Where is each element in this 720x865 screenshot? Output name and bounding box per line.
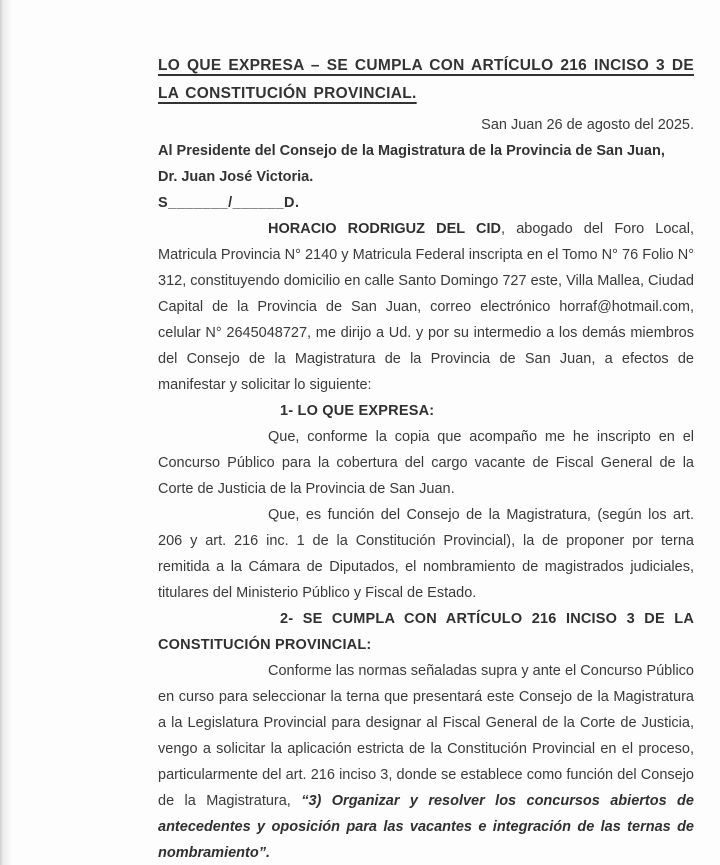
recipient-name: Dr. Juan José Victoria.	[158, 169, 314, 185]
salutation-line: S_______/______D.	[158, 195, 300, 211]
scan-edge-shadow	[0, 0, 12, 865]
document-title: LO QUE EXPRESA – SE CUMPLA CON ARTÍCULO 216 INCISO 3 DE LA CONSTITUCIÓN PROVINCIAL.	[158, 57, 694, 102]
recipient-line: Al Presidente del Consejo de la Magistratura de la Provincia de San Juan,	[158, 143, 665, 159]
intro-paragraph	[158, 216, 694, 398]
section1-paragraph1: Que, conforme la copia que acompaño me he inscripto en el Concurso Público para la cobertura del cargo vacante de Fiscal General de la Corte de Justicia de la Provincia de San Juan.	[158, 429, 694, 497]
intro-paragraph-text: , abogado del Foro Local, Matricula Provincia N° 2140 y Matricula Federal inscripta en el Tomo N° 76 Folio N° 312, constituyendo domicilio en calle Santo Domingo 727 este, Villa Mallea, Ciudad Capital de la Provincia de San Juan, correo electrónico horraf@hotmail.com, celular N° 2645048727, me dirijo a Ud. y por su intermedio a los demás miembros del Consejo de la Magistratura de la Provincia de San Juan, a efectos de manifestar y solicitar lo siguiente:	[158, 221, 694, 393]
constitution-quote: “3) Organizar y resolver los concursos abiertos de antecedentes y oposición para las vacantes e integración de las ternas de nombramiento”.	[158, 793, 694, 861]
section2-paragraph	[158, 658, 694, 865]
letter-content	[158, 52, 694, 865]
section2-paragraph-text: Conforme las normas señaladas supra y ante el Concurso Público en curso para seleccionar la terna que presentará este Consejo de la Magistratura a la Legislatura Provincial para designar al Fiscal General de la Corte de Justicia, vengo a solicitar la aplicación estricta de la Constitución Provincial en el proceso, particularmente del art. 216 inciso 3, donde se establece como función del Consejo de la Magistratura,	[158, 663, 694, 809]
section2-heading: 2- SE CUMPLA CON ARTÍCULO 216 INCISO 3 DE LA CONSTITUCIÓN PROVINCIAL:	[158, 611, 694, 653]
date-line: San Juan 26 de agosto del 2025.	[481, 117, 694, 133]
section1-paragraph2: Que, es función del Consejo de la Magistratura, (según los art. 206 y art. 216 inc. 1 de la Constitución Provincial), la de proponer por terna remitida a la Cámara de Diputados, el nombramiento de magistrados judiciales, titulares del Ministerio Público y Fiscal de Estado.	[158, 507, 694, 601]
section1-heading: 1- LO QUE EXPRESA:	[280, 403, 435, 419]
sender-name: HORACIO RODRIGUZ DEL CID	[268, 221, 501, 237]
